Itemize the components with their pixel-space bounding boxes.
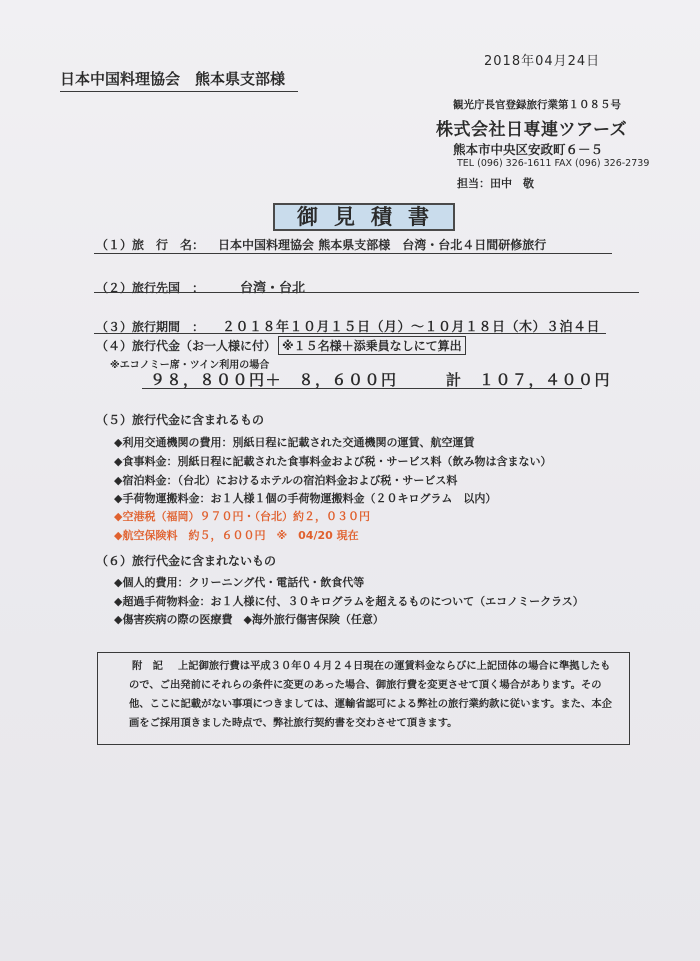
- included-heading: （５）旅行代金に含まれるもの: [96, 413, 265, 427]
- addendum-text: 上記御旅行費は平成３０年０４月２４日現在の運賃料金ならびに上記団体の場合に準拠したもので、ご出発前にそれらの条件に変更のあった場合、御旅行費を変更させて頂く場合があります。その他、ここに記載がない事項につきましては、運輸省認可による弊社の旅行業約款に従います。また、本企画をご採用頂きました時点で、弊社旅行契約書を交わさせて頂きます。: [129, 660, 612, 729]
- destination-value: 台湾・台北: [240, 281, 306, 296]
- economy-note: ※エコノミー席・ツイン利用の場合: [110, 360, 270, 371]
- calculation-note: ※１５名様＋添乗員なしにて算出: [278, 336, 466, 355]
- trip-name-value: 日本中国料理協会 熊本県支部様 台湾・台北４日間研修旅行: [218, 238, 547, 252]
- excluded-heading: （６）旅行代金に含まれないもの: [96, 554, 277, 568]
- document-date: 2018年04月24日: [484, 54, 601, 69]
- addendum-label: 附 記: [132, 660, 163, 672]
- destination-row: [96, 277, 305, 296]
- company-address: 熊本市中央区安政町６－５: [453, 142, 604, 157]
- included-item: ◆手荷物運搬料金：お１人様１個の手荷物運搬料金（２０キログラム 以内）: [114, 492, 497, 505]
- travel-period-label: （３）旅行期間 ：: [96, 320, 205, 334]
- price-total: 計 １０７，４００円: [446, 371, 612, 389]
- trip-name-row: [96, 236, 546, 253]
- addendum-box: [97, 652, 630, 745]
- excluded-item: ◆傷害疾病の際の医療費 ◆海外旅行傷害保険（任意）: [114, 613, 384, 626]
- excluded-item: ◆超過手荷物料金：お１人様に付、３０キログラムを超えるものについて（エコノミークラス）: [114, 595, 584, 608]
- destination-label: （２）旅行先国 ：: [96, 281, 205, 295]
- row-underline: [94, 333, 606, 334]
- trip-name-label: （１）旅 行 名：: [96, 238, 205, 252]
- price-row: [96, 336, 466, 355]
- registration-number: 観光庁長官登録旅行業第１０８５号: [453, 99, 621, 111]
- row-underline: [94, 292, 639, 293]
- price-label: （４）旅行代金（お一人様に付）: [96, 339, 277, 353]
- price-underline: [142, 388, 582, 389]
- client-name: 日本中国料理協会 熊本県支部様: [60, 70, 286, 88]
- company-name: 株式会社日専連ツアーズ: [436, 120, 628, 140]
- aviation-insurance-item: ◆航空保険料 約５，６００円 ※ 04/20 現在: [114, 529, 359, 542]
- row-underline: [94, 253, 612, 254]
- price-breakdown: ９８，８００円＋ ８，６００円: [150, 371, 398, 389]
- airport-tax-item: ◆空港税（福岡）９７０円・（台北）約２，０３０円: [114, 510, 370, 523]
- excluded-item: ◆個人的費用：クリーニング代・電話代・飲食代等: [114, 576, 365, 589]
- company-phone: TEL (096) 326-1611 FAX (096) 326-2739: [457, 158, 650, 169]
- client-underline: [60, 91, 298, 92]
- included-item: ◆食事料金：別紙日程に記載された食事料金および税・サービス料（飲み物は含まない）: [114, 455, 552, 468]
- document-title: 御見積書: [273, 203, 455, 231]
- travel-period-value: ２０１８年１０月１５日（月）～１０月１８日（木）３泊４日: [222, 320, 601, 335]
- staff-in-charge: 担当：田中 敬: [457, 177, 534, 190]
- included-item: ◆宿泊料金：（台北）におけるホテルの宿泊料金および税・サービス料: [114, 474, 458, 487]
- included-item: ◆利用交通機関の費用：別紙日程に記載された交通機関の運賃、航空運賃: [114, 436, 475, 449]
